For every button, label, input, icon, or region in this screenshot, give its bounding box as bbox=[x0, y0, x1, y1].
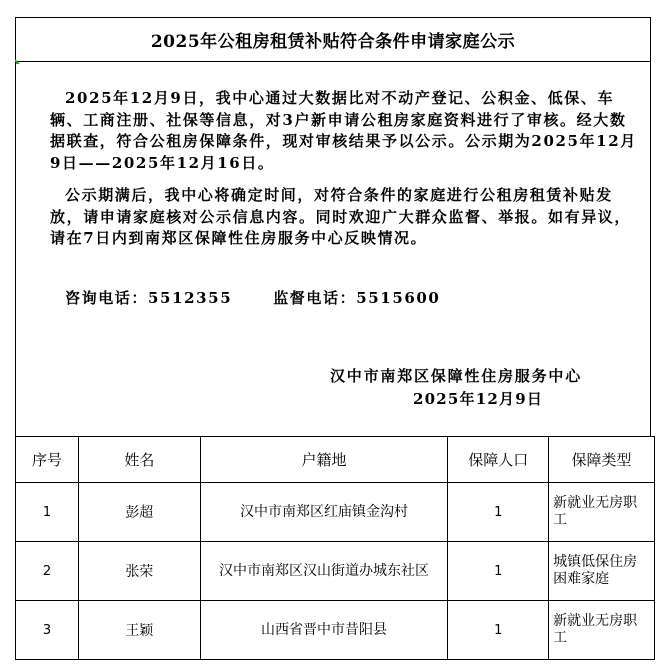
cell-population: 1 bbox=[448, 542, 549, 601]
signature-date: 2025年12月9日 bbox=[413, 390, 544, 408]
cell-name: 张荣 bbox=[78, 542, 200, 601]
header-index: 序号 bbox=[16, 437, 79, 483]
cell-population: 1 bbox=[448, 483, 549, 542]
header-type: 保障类型 bbox=[549, 437, 655, 483]
cell-type: 城镇低保住房困难家庭 bbox=[549, 542, 655, 601]
page-title: 2025年公租房租赁补贴符合条件申请家庭公示 bbox=[150, 32, 516, 52]
cell-residence: 山西省晋中市昔阳县 bbox=[200, 601, 448, 660]
header-residence: 户籍地 bbox=[200, 437, 448, 483]
applicant-table bbox=[15, 436, 655, 660]
notice-title-box bbox=[15, 17, 651, 62]
cell-index: 3 bbox=[16, 601, 79, 660]
table-row bbox=[16, 601, 655, 660]
table-row bbox=[16, 483, 655, 542]
cell-index: 1 bbox=[16, 483, 79, 542]
header-population: 保障人口 bbox=[448, 437, 549, 483]
cell-type: 新就业无房职工 bbox=[549, 483, 655, 542]
cell-type: 新就业无房职工 bbox=[549, 601, 655, 660]
header-name: 姓名 bbox=[78, 437, 200, 483]
cell-index: 2 bbox=[16, 542, 79, 601]
cell-population: 1 bbox=[448, 601, 549, 660]
cell-residence: 汉中市南郑区红庙镇金沟村 bbox=[200, 483, 448, 542]
cell-name: 彭超 bbox=[78, 483, 200, 542]
notice-paragraph-2: 公示期满后，我中心将确定时间，对符合条件的家庭进行公租房租赁补贴发放，请申请家庭核对公示信息内容。同时欢迎广大群众监督、举报。如有异议，请在7日内到南郑区保障性住房服务中心反映情况。 bbox=[50, 186, 632, 247]
inquiry-phone: 咨询电话：5512355 bbox=[65, 289, 233, 307]
cell-residence: 汉中市南郑区汉山街道办城东社区 bbox=[200, 542, 448, 601]
signature-organization: 汉中市南郑区保障性住房服务中心 bbox=[330, 367, 583, 385]
table-header-row bbox=[16, 437, 655, 483]
notice-paragraph-1: 2025年12月9日，我中心通过大数据比对不动产登记、公积金、低保、车辆、工商注册、社保等信息，对3户新申请公租房家庭资料进行了审核。经大数据联查，符合公租房保障条件，现对审核结果予以公示。公示期为2025年12月9日——2025年12月16日。 bbox=[50, 89, 637, 172]
contact-line bbox=[65, 287, 440, 308]
table-row bbox=[16, 542, 655, 601]
cell-name: 王颖 bbox=[78, 601, 200, 660]
supervision-phone: 监督电话：5515600 bbox=[273, 289, 441, 307]
